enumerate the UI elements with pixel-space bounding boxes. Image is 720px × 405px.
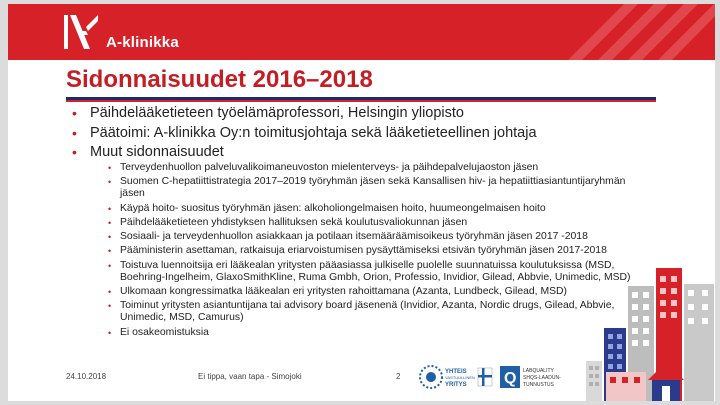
- brand-name: A-klinikka: [106, 34, 179, 51]
- main-bullet: • Muut sidonnaisuudet: [72, 144, 224, 160]
- labquality-logo-icon: [500, 366, 561, 388]
- sub-bullet: • Toistuva luennoitsija eri lääkealan yritysten pääasiassa julkiselle puolelle suunnatuissa koulutuksissa (MSD, Boehring-Ingelheim, GlaxoSmithKline, Ruma Gmbh, Orion, Professio, Invidior, Gilead, Abbvie, Unimedic, MSD): [108, 259, 631, 283]
- building-front-pink: [606, 372, 646, 401]
- main-bullet-list: [66, 104, 626, 163]
- building-far-right: [684, 284, 714, 401]
- sub-bullet: • Käypä hoito- suositus työryhmän jäsen: alkoholiongelmaisen hoito, huumeongelmaisen hoito: [108, 202, 546, 214]
- yhteis-sub-text: VASTUULLINEN: [445, 375, 475, 380]
- a-klinikka-logo-icon: [64, 13, 98, 49]
- svg-text:Q: Q: [504, 370, 517, 387]
- bullet-dot-icon: •: [108, 327, 112, 338]
- building-left: [586, 361, 602, 401]
- bullet-dot-icon: •: [108, 163, 112, 173]
- header-stripes: [448, 4, 715, 60]
- sub-bullet: • Sosiaali- ja terveydenhuollon asiakkaan ja potilaan itsemääräämisoikeus työryhmän jäsen 2017 -2018: [108, 231, 588, 243]
- slide-title: Sidonnaisuudet 2016–2018: [66, 66, 373, 93]
- yritys-text: YRITYS: [445, 382, 467, 388]
- header-bar: [8, 4, 715, 60]
- sub-bullet-list: [108, 162, 636, 341]
- labquality-line1: LABQUALITY: [523, 368, 554, 374]
- footer-page-number: 2: [396, 372, 401, 381]
- bullet-dot-icon: •: [108, 217, 112, 228]
- labquality-line2: SHQS-LAADUN-: [523, 375, 561, 381]
- bullet-dot-icon: •: [108, 301, 112, 312]
- city-buildings-illustration: [584, 264, 715, 401]
- yhteis-text: YHTEIS: [445, 369, 467, 375]
- sub-bullet: • Toiminut yritysten asiantuntijana tai advisory board jäsenenä (Invidior, Azanta, Nordic drugs, Gilead, Abbvie, Unimedic, MSD, Camurus): [108, 300, 615, 324]
- bullet-dot-icon: •: [108, 203, 112, 214]
- bullet-dot-icon: •: [108, 246, 112, 257]
- finland-flag-icon: [478, 368, 492, 386]
- labquality-line3: TUNNUSTUS: [523, 382, 554, 388]
- bullet-dot-icon: •: [72, 105, 77, 121]
- sub-bullet: • Ei osakeomistuksia: [108, 326, 209, 338]
- main-bullet: • Päihdelääketieteen työelämäprofessori, Helsingin yliopisto: [72, 105, 464, 121]
- footer-date: 24.10.2018: [66, 372, 107, 381]
- main-bullet: • Päätoimi: A-klinikka Oy:n toimitusjohtaja sekä lääketieteellinen johtaja: [72, 124, 537, 141]
- slide: [8, 4, 715, 401]
- title-rule-red: [66, 100, 656, 102]
- footer-partner-logos: [418, 360, 578, 394]
- bullet-dot-icon: •: [108, 177, 112, 188]
- bullet-dot-icon: •: [108, 287, 112, 298]
- footer-tagline: Ei tippa, vaan tapa - Simojoki: [198, 372, 302, 381]
- sub-bullet: • Suomen C-hepatiittistrategia 2017–2019 työryhmän jäsen sekä Kansallisen hiv- ja hepatiittiasiantuntijaryhmän jäsen: [108, 176, 626, 200]
- sub-bullet: • Ulkomaan kongressimatka lääkealan eri yritysten rahoittamana (Azanta, Lundbeck, Gilead, MSD): [108, 286, 568, 298]
- bullet-dot-icon: •: [72, 124, 77, 141]
- sub-bullet: • Terveydenhuollon palveluvalikoimaneuvoston mielenterveys- ja päihdepalvelujaoston jäsen: [108, 162, 539, 173]
- bullet-dot-icon: •: [108, 232, 112, 243]
- bullet-dot-icon: •: [72, 144, 77, 160]
- bullet-dot-icon: •: [108, 260, 112, 271]
- yhteisvastuullinen-logo-icon: [420, 366, 475, 388]
- sub-bullet: • Päihdelääketieteen yhdistyksen hallituksen sekä koulutusvaliokunnan jäsen: [108, 216, 468, 228]
- sub-bullet: • Pääministerin asettaman, ratkaisuja eriarvoistumisen pysäyttämiseksi etsivän työryhmän jäsen 2017-2018: [108, 245, 607, 257]
